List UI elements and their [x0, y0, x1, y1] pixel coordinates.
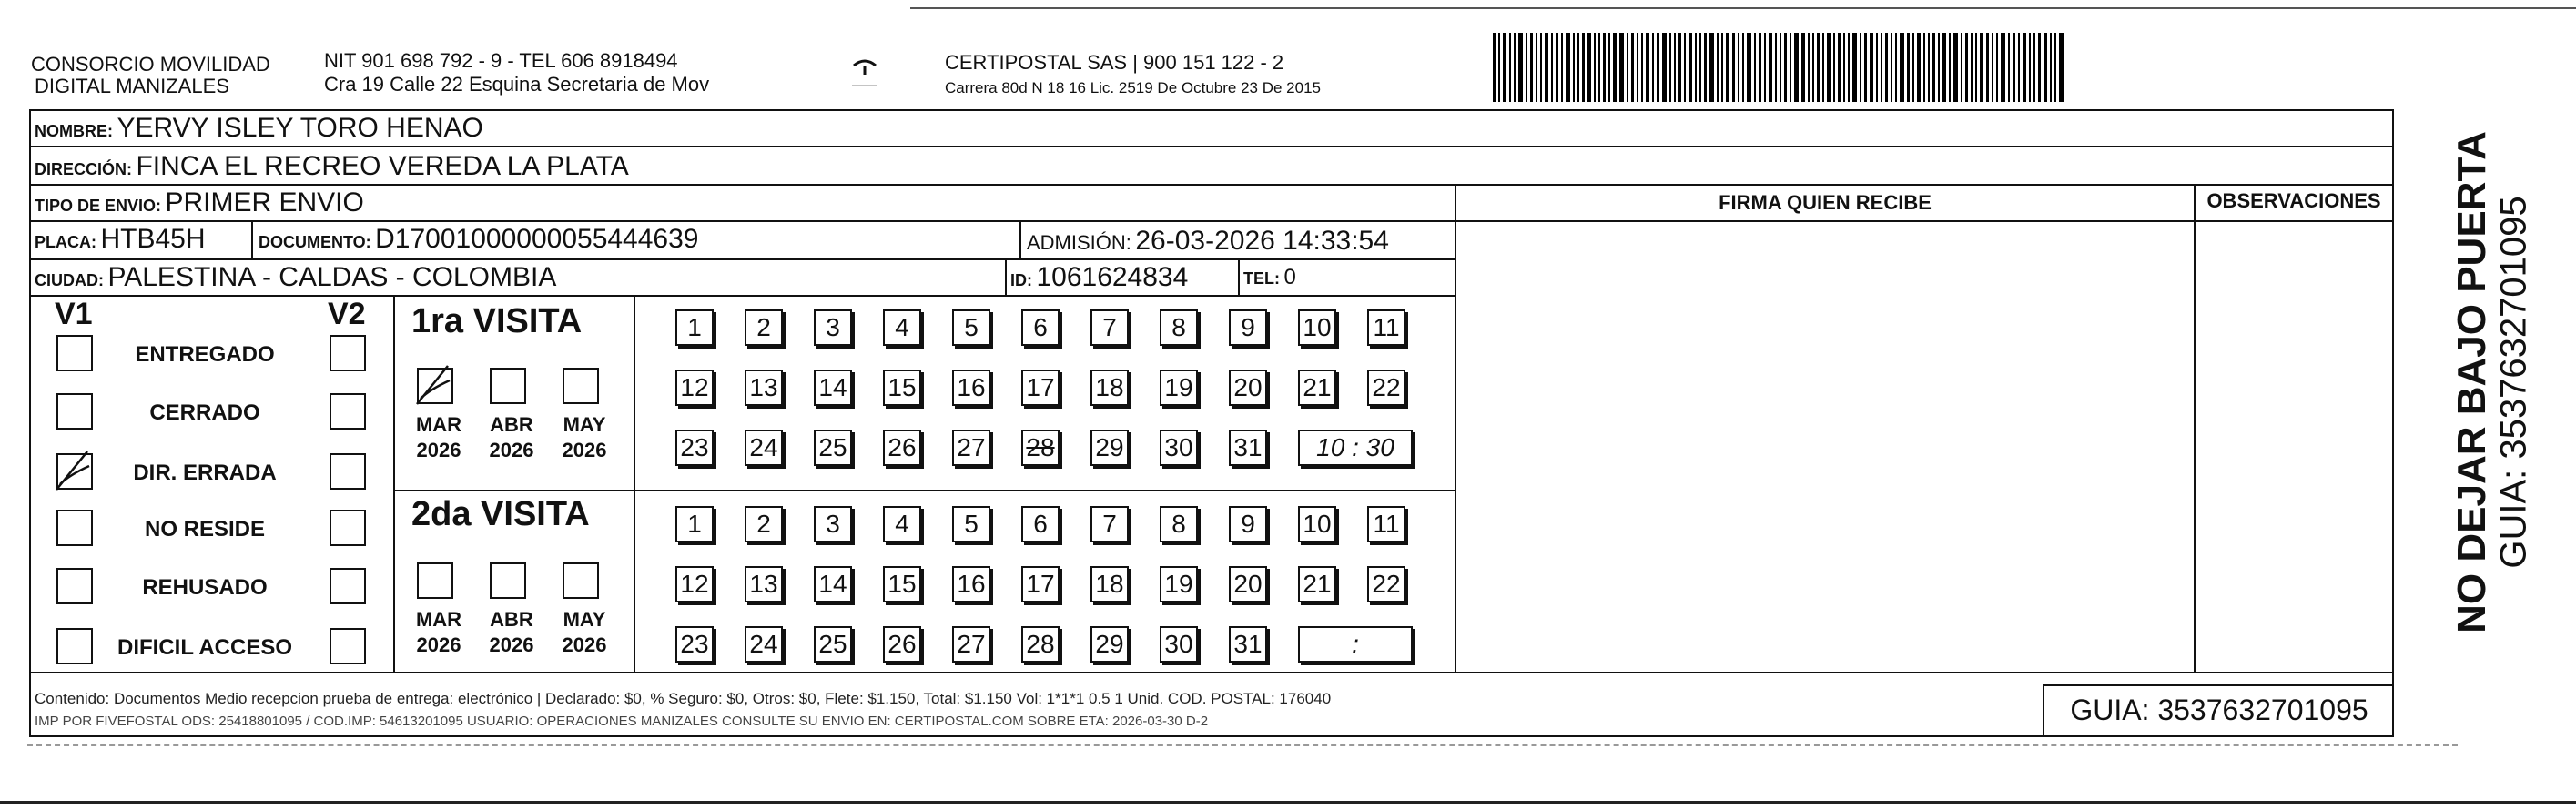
barcode-bar	[1582, 33, 1585, 102]
barcode-bar	[1608, 33, 1610, 102]
month-checkbox-abr[interactable]	[490, 368, 526, 404]
barcode-bar	[1742, 33, 1744, 102]
day-cell[interactable]: 8	[1160, 506, 1198, 542]
day-cell[interactable]: 31	[1229, 626, 1267, 663]
barcode-bar	[1646, 33, 1649, 102]
barcode-bar	[1518, 33, 1523, 102]
tel-row	[1243, 262, 1296, 296]
barcode-bar	[1551, 33, 1553, 102]
v1-checkbox[interactable]	[56, 393, 93, 430]
v2-checkbox[interactable]	[330, 510, 366, 546]
day-cell[interactable]: 7	[1090, 309, 1129, 346]
barcode-bar	[1759, 33, 1761, 102]
carrier-address: Carrera 80d N 18 16 Lic. 2519 De Octubre 23 De 2015	[945, 79, 1321, 96]
day-cell[interactable]: 3	[814, 506, 852, 542]
col-line-status	[393, 295, 395, 672]
company-name-1: CONSORCIO MOVILIDAD	[31, 53, 270, 76]
v1-label: V1	[55, 297, 93, 331]
barcode-bar	[1961, 33, 1962, 102]
barcode-bar	[1876, 33, 1878, 102]
barcode-bar	[1817, 33, 1820, 102]
barcode-bar	[1975, 33, 1977, 102]
day-cell[interactable]: 2	[745, 309, 783, 346]
barcode-bar	[2018, 33, 2020, 102]
day-cell[interactable]: 8	[1160, 309, 1198, 346]
status-label: ENTREGADO	[135, 342, 275, 367]
barcode-bar	[1980, 33, 1983, 102]
barcode-bar	[1684, 33, 1686, 102]
v2-label: V2	[328, 297, 366, 331]
id-value: 1061624834	[1036, 262, 1189, 292]
barcode-bar	[1738, 33, 1739, 102]
day-cell[interactable]: 11	[1367, 309, 1405, 346]
barcode-bar	[1775, 33, 1777, 102]
v1-checkbox[interactable]	[56, 335, 93, 371]
barcode-bar	[1895, 33, 1897, 102]
barcode-bar	[1619, 33, 1624, 102]
day-cell[interactable]: 15	[883, 566, 921, 602]
day-cell[interactable]: 1	[675, 506, 714, 542]
barcode-bar	[1965, 33, 1968, 102]
col-line-days	[634, 295, 635, 672]
placa-value: HTB45H	[100, 224, 206, 254]
barcode-bar	[1689, 33, 1692, 102]
day-cell[interactable]: 31	[1229, 430, 1267, 466]
day-cell[interactable]: 20	[1229, 370, 1267, 406]
barcode-bar	[2013, 33, 2015, 102]
barcode-bar	[1996, 33, 1998, 102]
barcode-bar	[1545, 33, 1548, 102]
barcode-bar	[1932, 33, 1935, 102]
day-cell[interactable]: 2	[745, 506, 783, 542]
barcode-bar	[1843, 33, 1845, 102]
day-cell[interactable]: 25	[814, 626, 852, 663]
tel-label: TEL:	[1243, 269, 1280, 288]
day-cell[interactable]: 24	[745, 626, 783, 663]
visit1-title: 1ra VISITA	[411, 302, 583, 340]
admision-label: ADMISIÓN:	[1027, 231, 1131, 254]
barcode-bar	[2059, 33, 2064, 102]
signature-header: FIRMA QUIEN RECIBE	[1719, 191, 1932, 214]
ciudad-row	[35, 262, 556, 298]
barcode-bar	[1838, 33, 1841, 102]
documento-label: DOCUMENTO:	[259, 233, 371, 251]
day-cell[interactable]: 12	[675, 370, 714, 406]
barcode-bar	[1784, 33, 1787, 102]
month-label: MAR	[415, 608, 462, 631]
day-cell[interactable]: 11	[1367, 506, 1405, 542]
visit2-title: 2da VISITA	[411, 495, 590, 533]
carrier-logo-icon	[847, 55, 883, 91]
day-cell[interactable]: 22	[1367, 566, 1405, 602]
barcode-bar	[1637, 33, 1638, 102]
barcode-bar	[1514, 33, 1516, 102]
day-cell[interactable]: 9	[1229, 309, 1267, 346]
company-address: Cra 19 Calle 22 Esquina Secretaria de Mov	[324, 73, 710, 96]
visit-separator	[393, 490, 1456, 491]
col-line-signature	[1455, 184, 1456, 672]
barcode-bar	[1864, 33, 1867, 102]
frame-right	[2392, 109, 2394, 737]
day-cell[interactable]: 17	[1021, 566, 1060, 602]
day-cell[interactable]: 17	[1021, 370, 1060, 406]
day-cell[interactable]: 15	[883, 370, 921, 406]
barcode-bar	[1536, 33, 1537, 102]
day-cell[interactable]: 13	[745, 370, 783, 406]
admision-row	[1027, 226, 1389, 261]
v1-checkbox[interactable]	[56, 568, 93, 604]
barcode-bar	[1594, 33, 1596, 102]
barcode-bar	[2033, 33, 2035, 102]
barcode-bar	[2023, 33, 2026, 102]
month-checkbox-mar[interactable]	[417, 368, 453, 404]
barcode-bar	[1808, 33, 1810, 102]
barcode-bar	[1695, 33, 1697, 102]
barcode-bar	[1907, 33, 1910, 102]
day-cell[interactable]: 26	[883, 626, 921, 663]
col-line-placa	[251, 220, 253, 258]
lower-dashed-line	[27, 744, 2458, 746]
v2-checkbox[interactable]	[330, 335, 366, 371]
nombre-value: YERVY ISLEY TORO HENAO	[117, 113, 483, 143]
barcode-bar	[1938, 33, 1940, 102]
barcode-bar	[1503, 33, 1506, 102]
company-name-2: DIGITAL MANIZALES	[35, 75, 229, 97]
day-cell[interactable]: 18	[1090, 370, 1129, 406]
tel-value: 0	[1283, 265, 1296, 289]
side-warning: NO DEJAR BAJO PUERTA	[2449, 131, 2494, 633]
barcode-bar	[1852, 33, 1857, 102]
barcode-bar	[1709, 33, 1714, 102]
barcode-bar	[1900, 33, 1904, 102]
v1-checkbox[interactable]	[56, 510, 93, 546]
day-cell[interactable]: 23	[675, 626, 714, 663]
day-cell[interactable]: 27	[952, 626, 990, 663]
day-cell[interactable]: 1	[675, 309, 714, 346]
status-label: REHUSADO	[142, 575, 268, 600]
barcode-bar	[1912, 33, 1914, 102]
barcode-bar	[1717, 33, 1719, 102]
barcode-bar	[1598, 33, 1600, 102]
day-cell[interactable]: 27	[952, 430, 990, 466]
barcode-bar	[1573, 33, 1575, 102]
day-cell[interactable]: 29	[1090, 626, 1129, 663]
day-cell[interactable]: 6	[1021, 506, 1060, 542]
direccion-row	[35, 151, 629, 187]
footer-guia: GUIA: 3537632701095	[2070, 694, 2368, 726]
day-cell[interactable]: 19	[1160, 566, 1198, 602]
frame-bottom	[29, 735, 2394, 737]
barcode-bar	[2029, 33, 2031, 102]
top-edge-line	[910, 7, 2576, 9]
barcode-bar	[2008, 33, 2010, 102]
day-cell[interactable]: 16	[952, 566, 990, 602]
frame-top	[29, 109, 2394, 111]
day-cell[interactable]: 18	[1090, 566, 1129, 602]
barcode-bar	[1928, 33, 1930, 102]
barcode-bar	[1827, 33, 1831, 102]
status-label: DIR. ERRADA	[133, 461, 277, 485]
placa-row	[35, 224, 206, 259]
carrier-name: CERTIPOSTAL SAS | 900 151 122 - 2	[945, 51, 1284, 74]
month-checkbox-may[interactable]	[563, 368, 599, 404]
day-cell[interactable]: 14	[814, 566, 852, 602]
barcode-bar	[1721, 33, 1723, 102]
signature-header-line	[1456, 220, 2394, 222]
direccion-value: FINCA EL RECREO VEREDA LA PLATA	[136, 151, 629, 181]
company-nit: NIT 901 698 792 - 9 - TEL 606 8918494	[324, 49, 678, 72]
barcode-bar	[1526, 33, 1527, 102]
barcode-bar	[1657, 33, 1659, 102]
frame-left	[29, 109, 31, 737]
day-cell[interactable]: 24	[745, 430, 783, 466]
month-label: ABR	[490, 608, 533, 631]
barcode-bar	[2050, 33, 2052, 102]
v1-checkbox[interactable]	[56, 453, 93, 490]
barcode-bar	[1801, 33, 1805, 102]
documento-row	[259, 224, 698, 259]
barcode-bar	[1678, 33, 1681, 102]
barcode-bar	[1641, 33, 1643, 102]
day-cell[interactable]: 9	[1229, 506, 1267, 542]
day-cell[interactable]: 16	[952, 370, 990, 406]
barcode-bar	[1603, 33, 1606, 102]
day-cell[interactable]: 5	[952, 309, 990, 346]
month-label: MAY	[563, 413, 606, 436]
barcode-bar	[1561, 33, 1563, 102]
year-label: 2026	[416, 633, 461, 656]
barcode-bar	[1971, 33, 1973, 102]
month-checkbox-mar[interactable]	[417, 562, 453, 599]
day-cell[interactable]: 30	[1160, 626, 1198, 663]
barcode-bar	[1942, 33, 1946, 102]
direccion-label: DIRECCIÓN:	[35, 160, 132, 178]
month-checkbox-may[interactable]	[563, 562, 599, 599]
v2-checkbox[interactable]	[330, 393, 366, 430]
day-cell[interactable]: 21	[1298, 370, 1336, 406]
month-label: ABR	[490, 413, 533, 436]
status-label: NO RESIDE	[144, 517, 266, 542]
admision-value: 26-03-2026 14:33:54	[1135, 226, 1389, 256]
barcode-bar	[1498, 33, 1500, 102]
day-cell[interactable]: 10	[1298, 309, 1336, 346]
month-label: MAR	[415, 413, 462, 436]
day-cell[interactable]: 25	[814, 430, 852, 466]
barcode-bar	[2001, 33, 2005, 102]
year-label: 2026	[562, 633, 607, 656]
time-field[interactable]: 10 : 30	[1298, 430, 1413, 466]
footer-line2: IMP POR FIVEFOSTAL ODS: 25418801095 / COD.IMP: 54613201095 USUARIO: OPERACIONES MANIZALES CONSULTE SU ENVIO EN: CERTIPOSTAL.COM SOBRE ETA: 2026-03-30 D-2	[35, 714, 1209, 729]
barcode-bar	[1812, 33, 1814, 102]
barcode-bar	[1860, 33, 1861, 102]
barcode-bar	[1726, 33, 1729, 102]
barcode-bar	[1848, 33, 1850, 102]
ciudad-label: CIUDAD:	[35, 271, 104, 289]
day-cell[interactable]: 12	[675, 566, 714, 602]
barcode-bar	[1699, 33, 1701, 102]
barcode-bar	[1732, 33, 1735, 102]
documento-value: D17001000000055444639	[375, 224, 699, 254]
day-cell[interactable]: 28	[1021, 430, 1060, 466]
barcode-bar	[1822, 33, 1824, 102]
barcode-bar	[1885, 33, 1888, 102]
barcode-bar	[1613, 33, 1617, 102]
day-cell[interactable]: 29	[1090, 430, 1129, 466]
col-line-admision	[1019, 220, 1021, 258]
barcode-bar	[1891, 33, 1892, 102]
day-cell[interactable]: 30	[1160, 430, 1198, 466]
status-label: CERRADO	[149, 400, 260, 425]
placa-label: PLACA:	[35, 233, 96, 251]
barcode-bar	[1669, 33, 1671, 102]
barcode-bar	[1953, 33, 1958, 102]
side-guia: GUIA: 3537632701095	[2493, 196, 2534, 569]
barcode-bar	[1577, 33, 1579, 102]
barcode-bar	[1509, 33, 1511, 102]
year-label: 2026	[416, 439, 461, 461]
nombre-row	[35, 113, 483, 148]
year-label: 2026	[489, 633, 534, 656]
barcode-bar	[1566, 33, 1570, 102]
day-cell[interactable]: 21	[1298, 566, 1336, 602]
barcode-bar	[1794, 33, 1799, 102]
tipo-label: TIPO DE ENVIO:	[35, 197, 162, 215]
v1-checkbox[interactable]	[56, 628, 93, 664]
barcode-bar	[1790, 33, 1791, 102]
barcode-bar	[1780, 33, 1781, 102]
barcode-bar	[1769, 33, 1772, 102]
col-line-observations	[2194, 184, 2196, 672]
barcode-bar	[2038, 33, 2041, 102]
barcode-bar	[1764, 33, 1766, 102]
day-cell[interactable]: 5	[952, 506, 990, 542]
day-cell[interactable]: 28	[1021, 626, 1060, 663]
col-line-tel	[1238, 258, 1240, 295]
barcode-bar	[1881, 33, 1882, 102]
time-field[interactable]: :	[1298, 626, 1413, 663]
status-label: DIFICIL ACCESO	[117, 635, 292, 660]
barcode-bar	[1652, 33, 1654, 102]
barcode-bar	[1917, 33, 1921, 102]
nombre-label: NOMBRE:	[35, 122, 113, 140]
ciudad-value: PALESTINA - CALDAS - COLOMBIA	[107, 262, 557, 292]
barcode-bar	[2054, 33, 2056, 102]
day-cell[interactable]: 4	[883, 506, 921, 542]
day-cell[interactable]: 26	[883, 430, 921, 466]
tipo-row	[35, 187, 364, 223]
bottom-edge-line	[0, 801, 2576, 804]
footer-line1: Contenido: Documentos Medio recepcion prueba de entrega: electrónico | Declarado: $0, % Seguro: $0, Otros: $0, Flete: $1.150, Total: $1.150 Vol: 1*1*1 0.5 1 Unid. COD. POSTAL: 176040	[35, 690, 1332, 707]
barcode-bar	[1556, 33, 1558, 102]
barcode-bar	[1992, 33, 1993, 102]
barcode-bar	[1704, 33, 1707, 102]
id-row	[1010, 262, 1188, 298]
barcode-bar	[1870, 33, 1873, 102]
day-cell[interactable]: 7	[1090, 506, 1129, 542]
barcode-bar	[1986, 33, 1989, 102]
barcode-bar	[1493, 33, 1496, 102]
year-label: 2026	[562, 439, 607, 461]
v2-checkbox[interactable]	[330, 568, 366, 604]
day-cell[interactable]: 22	[1367, 370, 1405, 406]
day-cell[interactable]: 4	[883, 309, 921, 346]
barcode-bar	[1627, 33, 1628, 102]
id-label: ID:	[1010, 271, 1032, 289]
observations-header: OBSERVACIONES	[2206, 189, 2381, 212]
v2-checkbox[interactable]	[330, 628, 366, 664]
barcode-bar	[1662, 33, 1667, 102]
barcode	[1493, 33, 2084, 102]
barcode-bar	[1754, 33, 1756, 102]
day-cell[interactable]: 3	[814, 309, 852, 346]
barcode-bar	[1540, 33, 1542, 102]
day-cell[interactable]: 6	[1021, 309, 1060, 346]
day-cell[interactable]: 19	[1160, 370, 1198, 406]
day-cell[interactable]: 14	[814, 370, 852, 406]
barcode-bar	[1949, 33, 1951, 102]
day-cell[interactable]: 20	[1229, 566, 1267, 602]
month-label: MAY	[563, 608, 606, 631]
day-cell[interactable]: 23	[675, 430, 714, 466]
barcode-bar	[1747, 33, 1751, 102]
barcode-bar	[1674, 33, 1676, 102]
barcode-bar	[1530, 33, 1533, 102]
v2-checkbox[interactable]	[330, 453, 366, 490]
month-checkbox-abr[interactable]	[490, 562, 526, 599]
day-cell[interactable]: 10	[1298, 506, 1336, 542]
row-line-grid-top	[29, 672, 2394, 673]
barcode-bar	[1833, 33, 1835, 102]
barcode-bar	[2044, 33, 2047, 102]
barcode-bar	[1587, 33, 1591, 102]
year-label: 2026	[489, 439, 534, 461]
col-line-id	[1005, 258, 1007, 295]
tipo-value: PRIMER ENVIO	[165, 187, 364, 218]
col-line-guia	[2043, 684, 2044, 737]
barcode-bar	[1923, 33, 1925, 102]
barcode-bar	[1631, 33, 1634, 102]
guia-box-top	[2043, 684, 2394, 686]
day-cell[interactable]: 13	[745, 566, 783, 602]
